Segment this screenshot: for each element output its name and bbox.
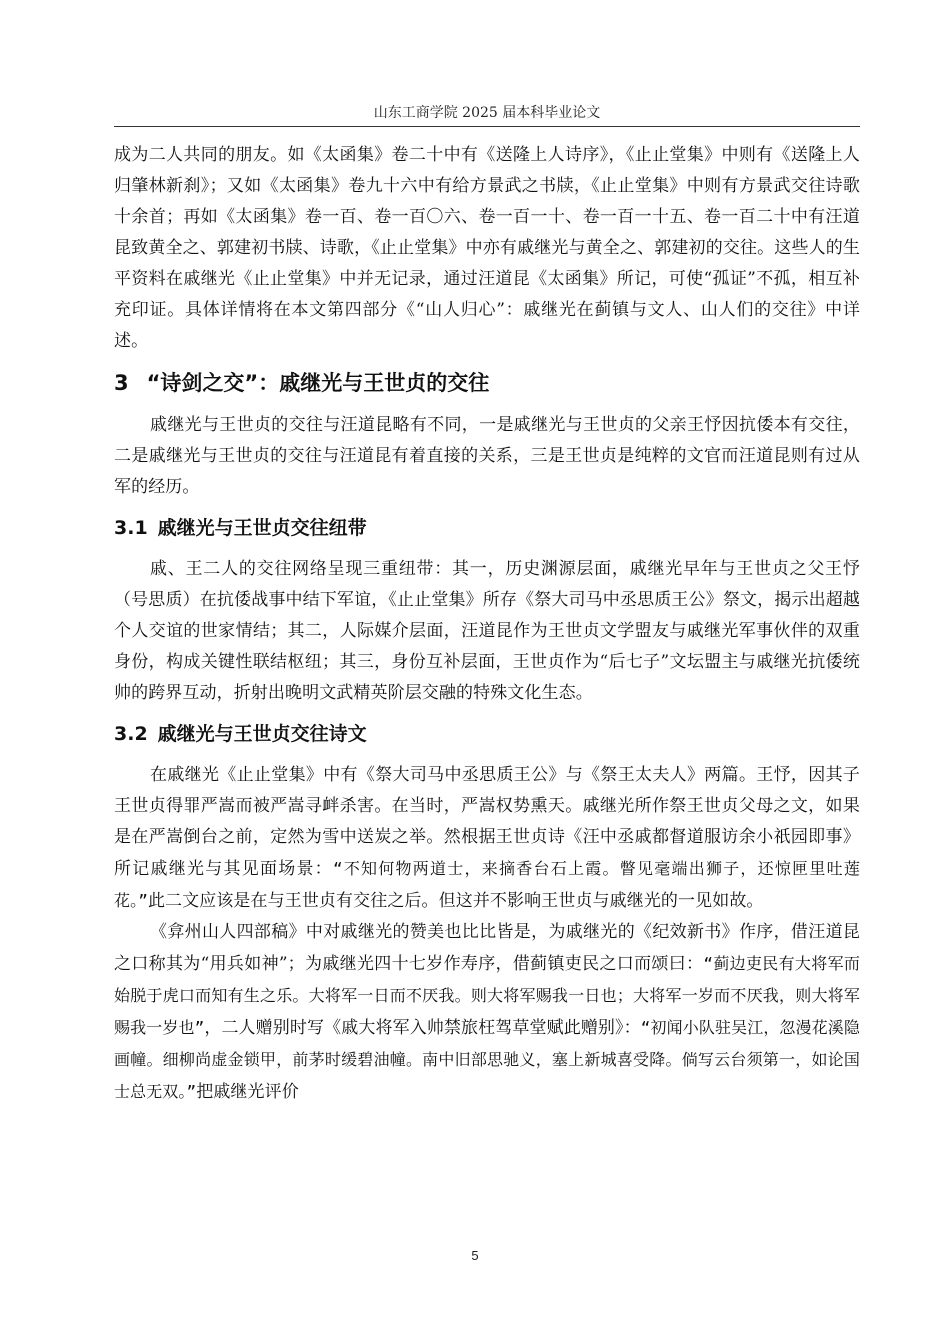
page-number: 5 — [471, 1248, 479, 1263]
header-divider — [114, 126, 860, 127]
text-run: 此二文应该是在与王世贞有交往之后。但这并不影响王世贞与戚继光的一见如故。 — [147, 891, 764, 911]
subsection-number: 3.2 — [114, 723, 148, 745]
paragraph-praise — [114, 917, 860, 1108]
body-content — [114, 140, 860, 1108]
section-heading-3 — [114, 368, 860, 398]
section-title: “诗剑之交”：戚继光与王世贞的交往 — [146, 371, 490, 395]
subsection-number: 3.1 — [114, 517, 148, 539]
section-number: 3 — [114, 371, 129, 395]
running-header: 山东工商学院 2025 届本科毕业论文 — [373, 105, 601, 121]
text-run: ，二人赠别时写《戚大将军入帅禁旅枉驾草堂赋此赠别》： — [204, 1018, 641, 1038]
poem-quote: “不知何物两道士，来摘香台石上霞。瞥见毫端出狮子，还惊匣里吐莲花。” — [114, 859, 861, 910]
subsection-heading-3-1 — [114, 514, 860, 542]
birthday-quote: “蓟边吏民有大将军而始脱于虎口而知有生之乐。大将军一日而不厌我。则大将军赐我一日也；大将军一岁而不厌我，则大将军赐我一岁也” — [114, 954, 860, 1037]
paragraph-continuation: 成为二人共同的朋友。如《太函集》卷二十中有《送隆上人诗序》，《止止堂集》中则有《送隆上人归肇林新刹》；又如《太函集》卷九十六中有给方景武之书牍，《止止堂集》中则有方景武交往诗歌十余首；再如《太函集》卷一百、卷一百〇六、卷一百一十、卷一百一十五、卷一百二十中有汪道昆致黄全之、郭建初书牍、诗歌，《止止堂集》中亦有戚继光与黄全之、郭建初的交往。这些人的生平资料在戚继光《止止堂集》中并无记录，通过汪道昆《太函集》所记，可使“孤证”不孤，相互补充印证。具体详情将在本文第四部分《“山人归心”：戚继光在蓟镇与文人、山人们的交往》中详述。 — [114, 145, 860, 351]
paragraph-section-intro: 戚继光与王世贞的交往与汪道昆略有不同，一是戚继光与王世贞的父亲王忬因抗倭本有交往，二是戚继光与王世贞的交往与汪道昆有着直接的关系，三是王世贞是纯粹的文官而汪道昆则有过从军的经历。 — [114, 415, 860, 497]
farewell-poem-quote: “初闻小队驻吴江，忽漫花溪隐画幢。细柳尚虚金锁甲，前茅时缓碧油幢。南中旧部思驰义，塞上新城喜受降。倘写云台须第一，如论国士总无双。” — [114, 1018, 860, 1101]
paragraph-eulogies — [114, 760, 860, 917]
text-run: 在戚继光《止止堂集》中有《祭大司马中丞思质王公》与《祭王太夫人》两篇。王忬，因其子王世贞得罪严嵩而被严嵩寻衅杀害。在当时，严嵩权势熏天。戚继光所作祭王世贞父母之文，如果是在严嵩倒台之前，定然为雪中送炭之举。然根据王世贞诗《汪中丞戚都督道服访余小祇园即事》所记戚继光与其见面场景： — [114, 765, 860, 879]
text-run: 《弇州山人四部稿》中对戚继光的赞美也比比皆是，为戚继光的《纪效新书》作序，借汪道昆之口称其为“用兵如神”；为戚继光四十七岁作寿序，借蓟镇吏民之口而颂曰： — [114, 922, 860, 974]
subsection-title: 戚继光与王世贞交往纽带 — [157, 517, 367, 539]
text-run: 把戚继光评价 — [196, 1082, 299, 1102]
subsection-title: 戚继光与王世贞交往诗文 — [157, 723, 367, 745]
subsection-heading-3-2 — [114, 720, 860, 748]
paragraph-ties: 戚、王二人的交往网络呈现三重纽带：其一，历史渊源层面，戚继光早年与王世贞之父王忬（号思质）在抗倭战事中结下军谊，《止止堂集》所存《祭大司马中丞思质王公》祭文，揭示出超越个人交谊的世家情结；其二，人际媒介层面，汪道昆作为王世贞文学盟友与戚继光军事伙伴的双重身份，构成关键性联结枢纽；其三，身份互补层面，王世贞作为“后七子”文坛盟主与戚继光抗倭统帅的跨界互动，折射出晚明文武精英阶层交融的特殊文化生态。 — [114, 559, 860, 703]
